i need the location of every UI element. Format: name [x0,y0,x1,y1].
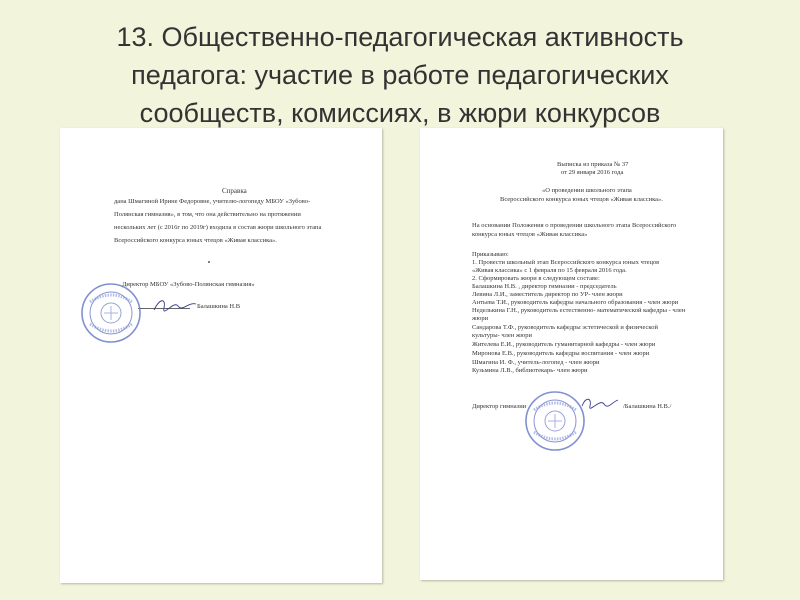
order-header-line: от 29 января 2016 года [561,169,624,176]
slide-title [30,18,770,132]
signature-icon [580,394,620,412]
order-line: Кузьмина Л.В., библиотекарь- член жюри [472,367,588,374]
order-line: Сандарова Т.Ф., руководитель кафедры эстетической и физической [472,324,658,331]
order-extract-document [420,128,723,580]
official-stamp-icon [80,282,142,344]
order-line: Миронова Е.В., руководитель кафедры воспитания - член жюри [472,350,650,357]
title-line: сообществ, комиссиях, в жюри конкурсов [139,98,661,128]
order-basis-line: На основании Положения о проведении школьного этапа Всероссийского [472,222,677,229]
order-line: Антьева Т.И., руководитель кафедры начального образования - член жюри [472,299,679,306]
certificate-line: нескольких лет (с 2016г по 2019г) входила в состав жюри школьного этапа [114,224,322,231]
order-line: Левина Л.И., заместитель директор по УР- член жюри [472,291,623,298]
official-stamp-icon [524,390,586,452]
order-subject-line: Всероссийского конкурса юных чтецов «Живая классика». [500,196,663,203]
signature-name: Балашкина Н.В [197,303,241,310]
certificate-line: Полянская гимназия», в том, что она действительно на протяжении [114,211,301,218]
certificate-heading: Справка [222,187,247,195]
certificate-document [60,128,382,583]
order-line: Неделькина Г.Н., руководитель естественно- математической кафедры - член [472,307,686,314]
order-line: «Живая классика» с 1 февраля по 15 февраля 2016 года. [472,267,627,274]
title-line: педагога: участие в работе педагогических [131,60,669,90]
order-basis-line: конкурса юных чтецов «Живая классика» [472,231,588,238]
certificate-line: Всероссийского конкурса юных чтецов «Живая классика». [114,237,277,244]
order-line: Приказываю: [472,251,509,258]
order-header-line: Выписка из приказа № 37 [557,161,629,168]
order-line: 2. Сформировать жюри в следующем составе: [472,275,600,282]
order-line: культуры- член жюри [472,332,532,339]
order-line: 1. Провести школьный этап Всероссийского конкурса юных чтецов [472,259,660,266]
order-line: Жителева Е.И., руководитель гуманитарной кафедры - член жюри [472,341,656,348]
signature-icon [152,296,198,314]
director-line: Директор МБОУ «Зубово-Полянская гимназия» [122,281,255,288]
order-line: Шмагина И. Ф., учитель-логопед - член жюри [472,359,600,366]
director-label: Директор гимназии [472,403,527,410]
certificate-line: дана Шмагиной Ирине Федоровне, учителю-логопеду МБОУ «Зубово- [114,198,311,205]
order-line: Балашкина Н.В. , директор гимназии - председатель [472,283,617,290]
title-line: 13. Общественно-педагогическая активность [116,22,684,52]
ink-dot [208,261,210,263]
order-subject-line: «О проведении школьного этапа [542,187,632,194]
director-name: /Балашкина Н.В./ [623,403,672,410]
order-line: жюри [472,315,489,322]
